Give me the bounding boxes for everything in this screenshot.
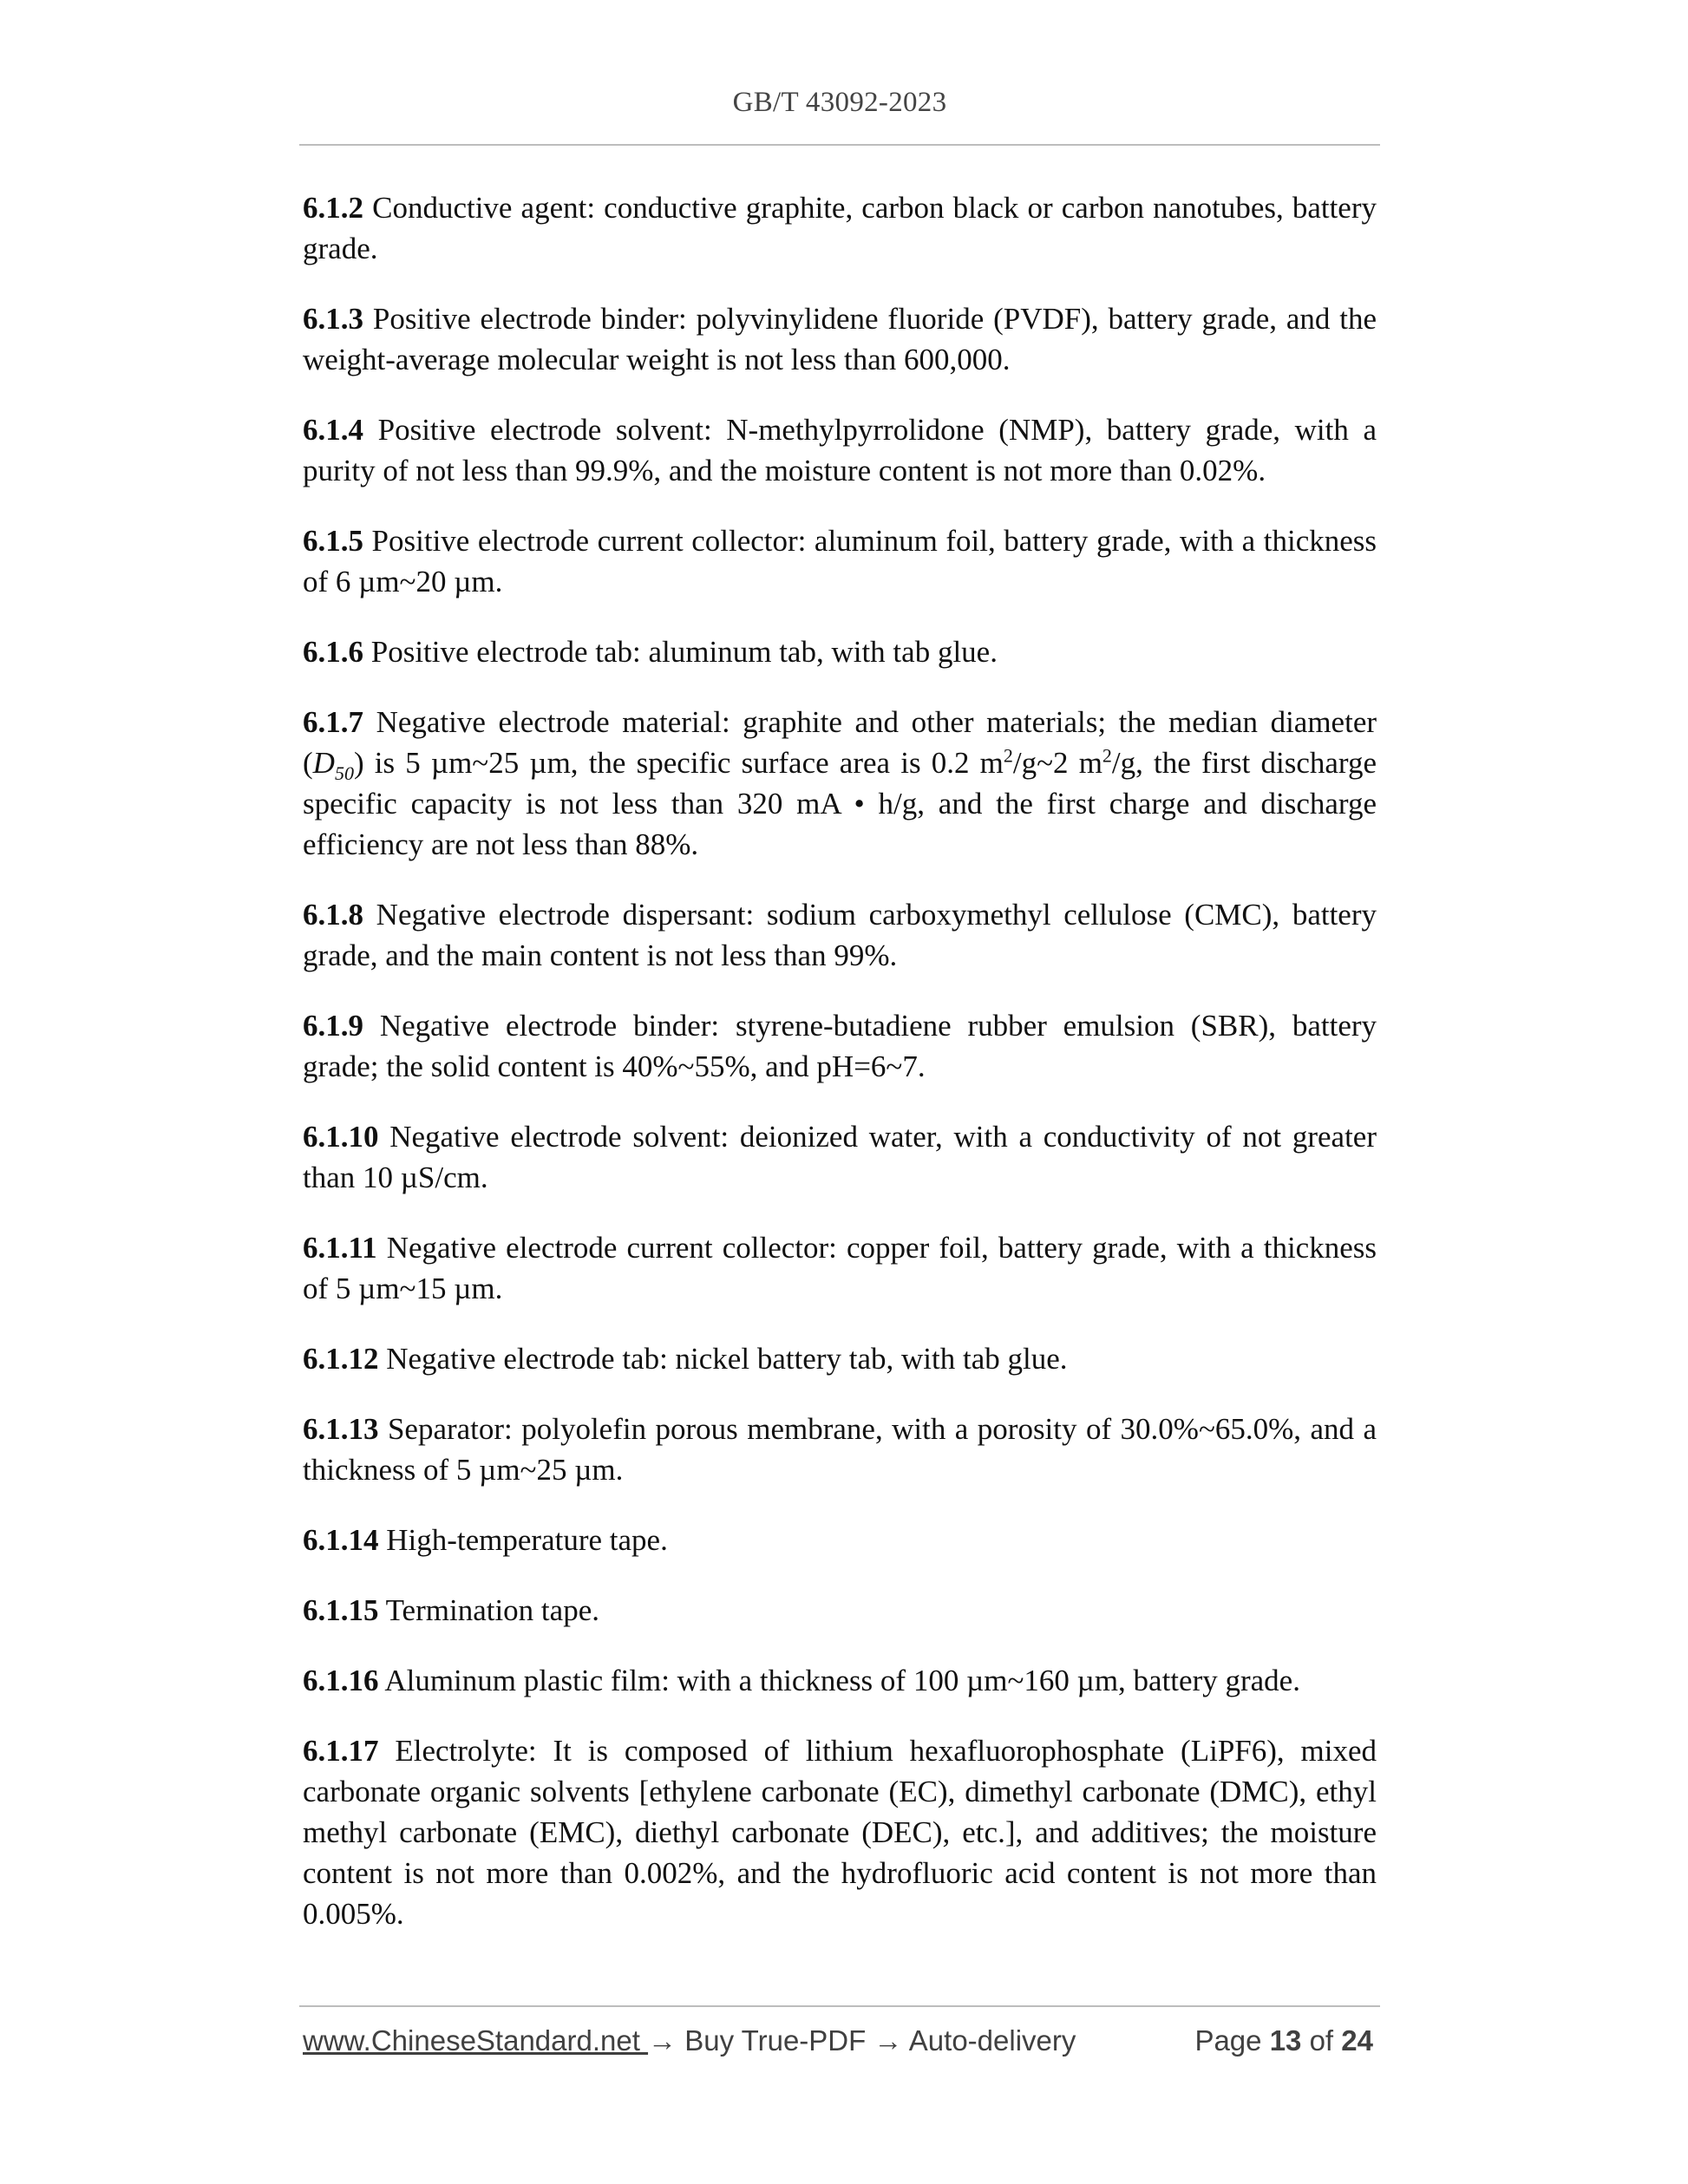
clause-number: 6.1.15	[303, 1593, 379, 1627]
clause-6-1-6	[303, 631, 1377, 672]
median-diameter-symbol: $D_{50}$	[312, 746, 354, 784]
page-label: Page	[1194, 2024, 1262, 2056]
chinesestandard-link[interactable]: www.ChineseStandard.net	[303, 2024, 649, 2056]
clause-text: Separator: polyolefin porous membrane, with a porosity of 30.0%~65.0%, and a thickness of 5 µm~25 µm.	[303, 1412, 1377, 1487]
footer-divider	[299, 2005, 1380, 2007]
superscript: 2	[1003, 744, 1013, 767]
clause-text: Negative electrode solvent: deionized water, with a conductivity of not greater than 10 µS/cm.	[303, 1120, 1377, 1194]
clause-number: 6.1.3	[303, 302, 363, 336]
clause-text: High-temperature tape.	[386, 1523, 668, 1557]
page-header: GB/T 43092-2023	[732, 87, 947, 118]
page-current: 13	[1269, 2024, 1302, 2056]
clause-number: 6.1.2	[303, 191, 363, 225]
clause-number: 6.1.9	[303, 1009, 363, 1043]
footer-promo	[303, 2024, 1076, 2057]
clause-number: 6.1.4	[303, 413, 363, 447]
clause-text: Positive electrode binder: polyvinylidene fluoride (PVDF), battery grade, and the weight-average molecular weight is not less than 600,000.	[303, 302, 1377, 376]
clause-6-1-11	[303, 1227, 1377, 1309]
clause-text: Electrolyte: It is composed of lithium hexafluorophosphate (LiPF6), mixed carbonate organic solvents [ethylene carbonate (EC), dimethyl carbonate (DMC), ethyl methyl carbonate (EMC), diethyl carbonate (DEC), etc.], and additives; the moisture content is not more than 0.002%, and the hydrofluoric acid content is not more than 0.005%.	[303, 1734, 1377, 1931]
clause-6-1-4	[303, 409, 1377, 491]
clause-text: Aluminum plastic film: with a thickness of 100 µm~160 µm, battery grade.	[384, 1664, 1300, 1697]
clause-text-part: /g~2 m	[1012, 746, 1102, 780]
clause-text: Negative electrode current collector: copper foil, battery grade, with a thickness of 5 µm~15 µm.	[303, 1231, 1377, 1305]
page-of-label: of	[1309, 2024, 1334, 2056]
clause-number: 6.1.10	[303, 1120, 379, 1154]
clause-6-1-14	[303, 1520, 1377, 1560]
clause-text: Positive electrode solvent: N-methylpyrrolidone (NMP), battery grade, with a purity of not less than 99.9%, and the moisture content is not more than 0.02%.	[303, 413, 1377, 487]
clause-6-1-9	[303, 1005, 1377, 1087]
clause-number: 6.1.12	[303, 1342, 379, 1376]
clause-6-1-12	[303, 1338, 1377, 1379]
clause-6-1-2	[303, 187, 1377, 269]
page-total: 24	[1341, 2024, 1373, 2056]
clause-number: 6.1.14	[303, 1523, 379, 1557]
clause-6-1-16	[303, 1660, 1377, 1701]
clause-number: 6.1.16	[303, 1664, 379, 1697]
clause-number: 6.1.8	[303, 898, 363, 932]
clause-number: 6.1.7	[303, 705, 363, 739]
document-body	[303, 187, 1377, 1964]
clause-number: 6.1.13	[303, 1412, 379, 1446]
clause-6-1-3	[303, 298, 1377, 380]
clause-6-1-15	[303, 1590, 1377, 1631]
median-diameter-subscript: 50	[334, 762, 354, 784]
page-footer	[303, 2024, 1377, 2063]
clause-text: Negative electrode binder: styrene-butadiene rubber emulsion (SBR), battery grade; the solid content is 40%~55%, and pH=6~7.	[303, 1009, 1377, 1083]
clause-text-part: ) is 5 µm~25 µm, the specific surface area is 0.2 m	[353, 746, 1004, 780]
clause-text: Termination tape.	[385, 1593, 599, 1627]
header-divider	[299, 144, 1380, 146]
page-indicator	[1194, 2024, 1373, 2057]
footer-promo-text: → Buy True-PDF → Auto-delivery	[648, 2024, 1076, 2056]
clause-text: Positive electrode current collector: aluminum foil, battery grade, with a thickness of 6 µm~20 µm.	[303, 524, 1377, 598]
clause-text: Negative electrode dispersant: sodium carboxymethyl cellulose (CMC), battery grade, and the main content is not less than 99%.	[303, 898, 1377, 972]
clause-text: Negative electrode tab: nickel battery tab, with tab glue.	[386, 1342, 1068, 1376]
clause-number: 6.1.11	[303, 1231, 377, 1265]
clause-number: 6.1.17	[303, 1734, 379, 1768]
clause-text-part: /g, the first discharge specific capacity is not less than 320 mA • h/g, and the first charge and discharge efficiency are not less than 88%.	[303, 746, 1377, 861]
clause-6-1-17	[303, 1730, 1377, 1934]
clause-number: 6.1.6	[303, 635, 363, 669]
clause-6-1-13	[303, 1409, 1377, 1490]
clause-6-1-7	[303, 702, 1377, 865]
clause-text-part: Negative electrode material: graphite and other materials; the median diameter (	[303, 705, 1377, 780]
clause-6-1-5	[303, 520, 1377, 602]
clause-text: Positive electrode tab: aluminum tab, with tab glue.	[370, 635, 998, 669]
clause-text: Conductive agent: conductive graphite, carbon black or carbon nanotubes, battery grade.	[303, 191, 1377, 265]
superscript: 2	[1102, 744, 1112, 767]
clause-6-1-8	[303, 894, 1377, 976]
clause-6-1-10	[303, 1116, 1377, 1198]
clause-number: 6.1.5	[303, 524, 363, 558]
